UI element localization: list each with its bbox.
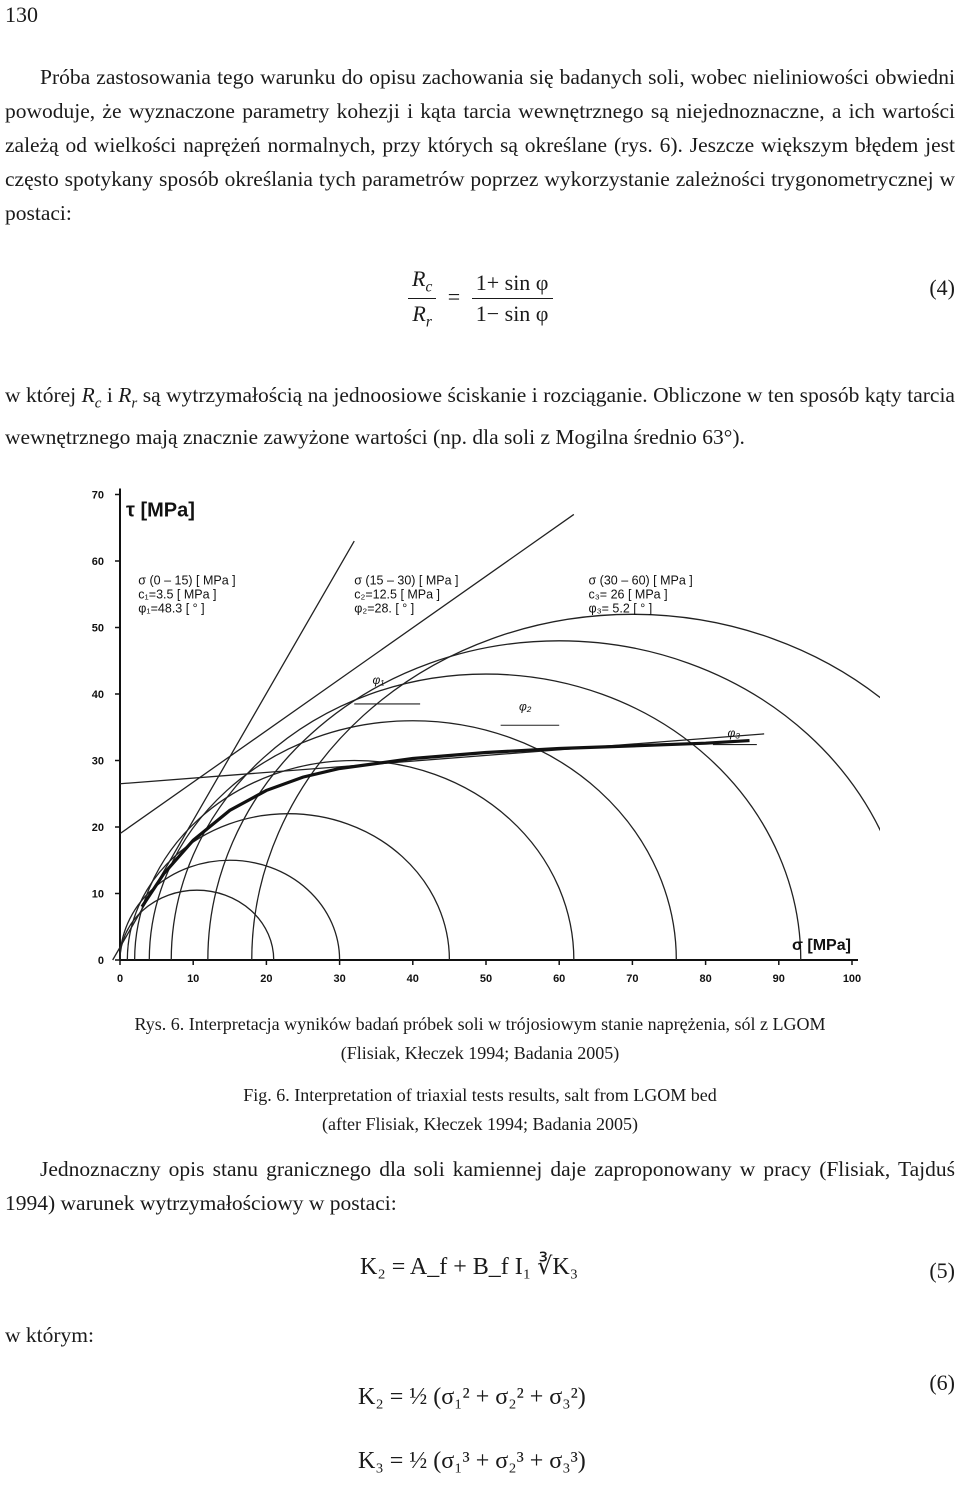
equation-4: $\frac{R_c}{R_r}$ = $\frac{\text{1+ sin φ}}{\text{1− sin φ}}$ (408, 266, 553, 332)
angle-label: φ₂ (518, 699, 532, 714)
mohr-circle (208, 641, 880, 960)
mohr-circle (135, 761, 574, 961)
w-ktorym-label: w którym: (5, 1323, 94, 1347)
y-tick-label: 10 (91, 888, 104, 901)
x-tick-label: 50 (479, 973, 493, 985)
annotation-line: c₁=3.5 [ MPa ] (138, 587, 217, 602)
x-tick-label: 20 (260, 973, 273, 985)
caption-pl-line-2: (Flisiak, Kłeczek 1994; Badania 2005) (340, 1043, 620, 1063)
mohr-circle (127, 814, 449, 960)
equation-5 (360, 1252, 578, 1281)
mohr-circle (171, 674, 801, 960)
caption-en-line-1: Fig. 6. Interpretation of triaxial tests results, salt from LGOM bed (243, 1085, 717, 1105)
equation-5-number: (5) (929, 1258, 955, 1283)
paragraph-1: Próba zastosowania tego warunku do opisu zachowania się badanych soli, wobec nieliniowości obwiedni powoduje, że wyznaczone parametry kohezji i kąta tarcia wewnętrznego są niejednoznaczne, a ich wartości zależą od wielkości naprężeń normalnych, przy których są określane (rys. 6). Jeszcze większym błędem jest często spotykany sposób określania tych parametrów poprzez wykorzystanie zależności trygonometrycznej w postaci: (5, 65, 955, 225)
angle-label: φ₃ (727, 726, 741, 741)
x-tick-label: 90 (772, 973, 785, 985)
x-tick-label: 60 (553, 973, 566, 985)
mohr-circle (120, 890, 274, 960)
y-tick-label: 60 (91, 556, 104, 568)
x-axis-label: σ [MPa] (792, 937, 851, 954)
caption-en-line-2: (after Flisiak, Kłeczek 1994; Badania 2005) (322, 1114, 638, 1134)
caption-pl-line-1: Rys. 6. Interpretacja wyników badań próbek soli w trójosiowym stanie naprężenia, sól z LGOM (134, 1014, 826, 1034)
y-tick-label: 30 (91, 755, 104, 768)
mohr-circle (120, 860, 340, 960)
eq5-formula: K₂ = A_f + B_f I₁ ∛K₃ (360, 1254, 579, 1280)
paragraph-3: Jednoznaczny opis stanu granicznego dla soli kamiennej daje zaproponowany w pracy (Flisiak, Tajduś 1994) warunek wytrzymałościowy w postaci: (5, 1157, 955, 1215)
strength-envelope (142, 741, 750, 907)
x-tick-label: 30 (333, 973, 346, 985)
tangent-line (120, 734, 764, 784)
paragraph-2: w której $R_c$ i $R_r$ są wytrzymałością na jednoosiowe ściskanie i rozciąganie. Obliczone w ten sposób kąty tarcia wewnętrznego mają znacznie zawyżone wartości (np. dla soli z Mogilna średnio 63°). (5, 383, 955, 450)
x-tick-label: 80 (699, 973, 712, 985)
mohr-circle (149, 721, 676, 960)
annotation-line: c₃= 26 [ MPa ] (588, 587, 668, 602)
x-tick-label: 10 (187, 973, 200, 985)
equation-6-line-1: K₂ = ½ (σ₁² + σ₂² + σ₃²) (358, 1384, 586, 1410)
chart-svg (80, 485, 880, 990)
annotation-line: σ (0 – 15) [ MPa ] (138, 573, 236, 588)
page-number: 130 (5, 2, 38, 27)
annotation-line: c₂=12.5 [ MPa ] (354, 587, 441, 602)
equation-6-number: (6) (929, 1370, 955, 1395)
x-tick-label: 100 (842, 973, 862, 985)
annotation-line: σ (15 – 30) [ MPa ] (354, 573, 459, 588)
y-tick-label: 0 (97, 955, 104, 967)
y-tick-label: 50 (91, 622, 104, 635)
annotation-line: σ (30 – 60) [ MPa ] (588, 573, 693, 588)
eq4-lhs-fraction: $\frac{R_c}{R_r}$ (408, 266, 436, 332)
equation-4-number: (4) (929, 275, 955, 300)
annotation-line: φ₃= 5.2 [ ° ] (588, 601, 653, 616)
annotation-line: φ₂=28. [ ° ] (354, 601, 415, 616)
angle-label: φ₁ (372, 673, 385, 688)
y-axis-label: τ [MPa] (126, 499, 195, 522)
annotation-line: φ₁=48.3 [ ° ] (138, 601, 205, 616)
y-tick-label: 20 (91, 822, 104, 834)
y-tick-label: 40 (91, 689, 104, 701)
y-tick-label: 70 (91, 489, 104, 502)
eq4-rhs-fraction: $\frac{\text{1+ sin φ}}{\text{1− sin φ}}$ (472, 270, 553, 327)
mohr-circle-chart (80, 485, 880, 990)
x-tick-label: 0 (116, 973, 124, 985)
equation-6-line-2: K₃ = ½ (σ₁³ + σ₂³ + σ₃³) (358, 1448, 586, 1474)
x-tick-label: 70 (626, 973, 639, 985)
x-tick-label: 40 (406, 973, 419, 985)
